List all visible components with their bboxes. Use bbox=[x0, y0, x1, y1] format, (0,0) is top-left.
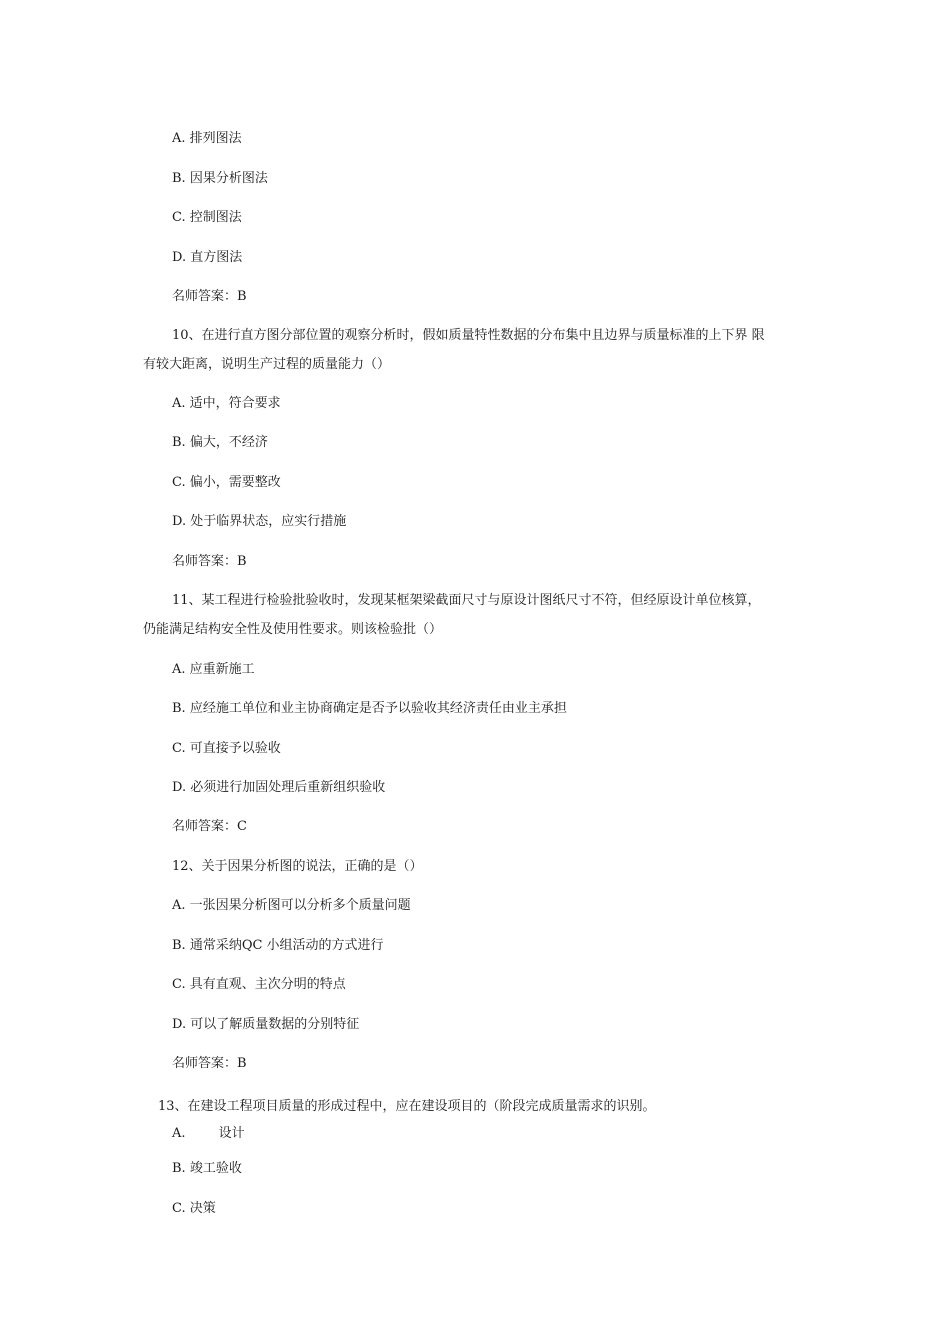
q11-option-c: C. 可直接予以验收 bbox=[172, 741, 281, 756]
q10-option-b: B. 偏大，不经济 bbox=[172, 435, 268, 450]
q10-question-line-1: 10、在进行直方图分部位置的观察分析时，假如质量特性数据的分布集中且边界与质量标准的上下界 限 bbox=[172, 328, 765, 343]
q12-option-b: B. 通常采纳QC 小组活动的方式进行 bbox=[172, 938, 384, 953]
q10-option-a: A. 适中，符合要求 bbox=[172, 396, 281, 411]
q9-answer: 名师答案：B bbox=[172, 289, 247, 304]
q12-option-a: A. 一张因果分析图可以分析多个质量问题 bbox=[172, 898, 411, 913]
q13-option-c: C. 决策 bbox=[172, 1201, 216, 1216]
q10-option-c: C. 偏小，需要整改 bbox=[172, 475, 281, 490]
q11-option-d: D. 必须进行加固处理后重新组织验收 bbox=[172, 780, 386, 795]
q11-question-line-1: 11、某工程进行检验批验收时，发现某框架梁截面尺寸与原设计图纸尺寸不符，但经原设计单位核算， bbox=[172, 593, 761, 608]
q12-option-c: C. 具有直观、主次分明的特点 bbox=[172, 977, 346, 992]
q10-question-line-2: 有较大距离，说明生产过程的质量能力（） bbox=[143, 357, 391, 372]
q12-option-d: D. 可以了解质量数据的分别特征 bbox=[172, 1017, 360, 1032]
q11-option-b: B. 应经施工单位和业主协商确定是否予以验收其经济责任由业主承担 bbox=[172, 701, 567, 716]
q10-answer: 名师答案：B bbox=[172, 554, 247, 569]
q13-option-b: B. 竣工验收 bbox=[172, 1161, 242, 1176]
q11-question-line-2: 仍能满足结构安全性及使用性要求。则该检验批（） bbox=[143, 622, 443, 637]
q11-answer: 名师答案：C bbox=[172, 819, 247, 834]
q12-question: 12、关于因果分析图的说法，正确的是（） bbox=[172, 859, 423, 874]
q13-question: 13、在建设工程项目质量的形成过程中，应在建设项目的（阶段完成质量需求的识别。 bbox=[158, 1099, 656, 1114]
q9-option-c: C. 控制图法 bbox=[172, 210, 242, 225]
q9-option-a: A. 排列图法 bbox=[172, 131, 242, 146]
q13-option-a: A. 设计 bbox=[172, 1126, 245, 1141]
q12-answer: 名师答案：B bbox=[172, 1056, 247, 1071]
q9-option-b: B. 因果分析图法 bbox=[172, 171, 268, 186]
q9-option-d: D. 直方图法 bbox=[172, 250, 243, 265]
q10-option-d: D. 处于临界状态，应实行措施 bbox=[172, 514, 347, 529]
q11-option-a: A. 应重新施工 bbox=[172, 662, 255, 677]
